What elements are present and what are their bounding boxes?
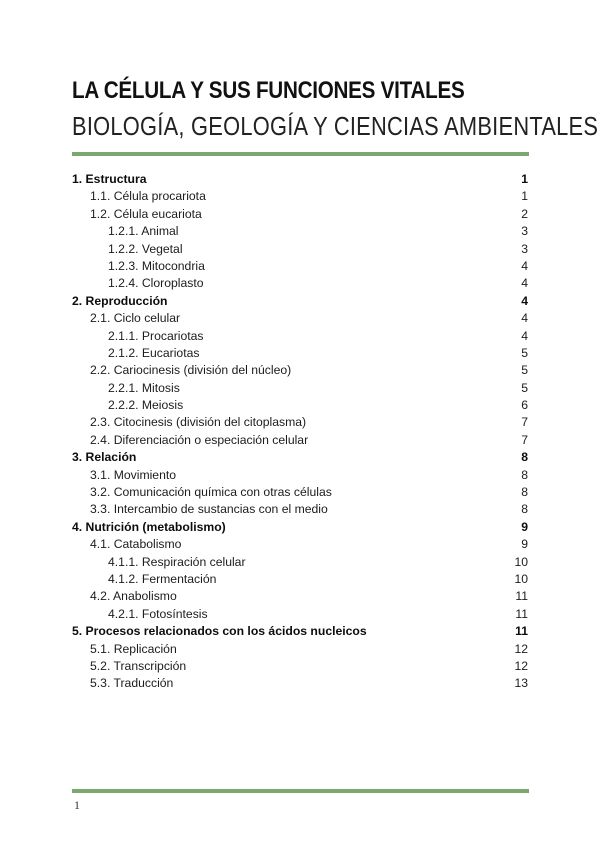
toc-entry-page: 12 [514,658,528,673]
toc-entry[interactable] [72,467,528,484]
toc-entry[interactable] [72,519,528,536]
toc-entry-page: 1 [521,189,528,204]
toc-entry-page: 11 [515,589,528,604]
toc-entry-title: 1.2.4. Cloroplasto [108,276,204,291]
toc-entry-page: 9 [521,537,528,552]
toc-entry-page: 5 [521,380,528,395]
toc-entry-title: 2.2. Cariocinesis (división del núcleo) [90,363,292,378]
toc-entry[interactable] [72,397,528,414]
toc-entry-title: 1.2.2. Vegetal [108,241,183,256]
toc-entry-title: 2.3. Citocinesis (división del citoplasma) [90,415,307,430]
toc-entry-page: 7 [521,432,528,447]
toc-entry-page: 9 [521,519,528,534]
toc-entry[interactable] [72,623,528,640]
toc-entry-title: 4.1. Catabolismo [90,537,182,552]
toc-entry[interactable] [72,536,528,553]
toc-entry[interactable] [72,241,528,258]
toc-entry[interactable] [72,380,528,397]
toc-entry[interactable] [72,432,528,449]
toc-entry[interactable] [72,501,528,518]
toc-entry[interactable] [72,310,528,327]
toc-entry-page: 5 [521,363,528,378]
toc-entry-page: 7 [521,415,528,430]
toc-entry-page: 6 [521,398,528,413]
toc-entry-page: 10 [514,571,528,586]
toc-entry-page: 4 [521,258,528,273]
toc-entry-page: 11 [515,606,528,621]
toc-entry-title: 4.2.1. Fotosíntesis [108,606,208,621]
toc-entry-title: 1.2.1. Animal [108,224,179,239]
toc-entry[interactable] [72,571,528,588]
document-subtitle: BIOLOGÍA, GEOLOGÍA Y CIENCIAS AMBIENTALES [72,111,599,141]
footer-divider [72,789,529,793]
toc-entry-title: 2.2.1. Mitosis [108,380,180,395]
toc-entry-page: 8 [521,485,528,500]
toc-entry-title: 2.2.2. Meiosis [108,398,184,413]
document-title: LA CÉLULA Y SUS FUNCIONES VITALES [72,77,465,104]
toc-entry-title: 1. Estructura [72,172,147,186]
toc-entry[interactable] [72,206,528,223]
toc-entry[interactable] [72,588,528,605]
toc-entry-title: 2.1.1. Procariotas [108,328,204,343]
toc-entry-title: 1.2. Célula eucariota [90,206,202,221]
toc-entry[interactable] [72,362,528,379]
toc-entry[interactable] [72,223,528,240]
toc-entry-title: 2.1.2. Eucariotas [108,345,200,360]
toc-entry[interactable] [72,606,528,623]
toc-entry-title: 3.3. Intercambio de sustancias con el medio [90,502,328,517]
toc-entry-page: 3 [521,241,528,256]
toc-entry[interactable] [72,449,528,466]
toc-entry[interactable] [72,658,528,675]
toc-entry-title: 4.1.1. Respiración celular [108,554,246,569]
toc-entry-page: 4 [521,328,528,343]
toc-entry-page: 3 [521,224,528,239]
toc-entry-page: 4 [521,311,528,326]
toc-entry[interactable] [72,328,528,345]
toc-entry-page: 8 [521,450,528,465]
toc-entry-title: 2.4. Diferenciación o especiación celular [90,432,309,447]
toc-entry-title: 3.2. Comunicación química con otras células [90,485,332,500]
toc-entry-title: 5. Procesos relacionados con los ácidos nucleicos [72,624,367,639]
toc-entry-title: 1.2.3. Mitocondria [108,258,205,273]
toc-entry[interactable] [72,554,528,571]
toc-entry-page: 4 [521,276,528,291]
toc-entry-title: 5.2. Transcripción [90,658,187,673]
toc-entry[interactable] [72,675,528,692]
toc-entry[interactable] [72,641,528,658]
toc-entry[interactable] [72,258,528,275]
table-of-contents [72,171,528,693]
toc-entry[interactable] [72,414,528,431]
toc-entry-page: 8 [521,502,528,517]
toc-entry-page: 10 [514,554,528,569]
toc-entry[interactable] [72,484,528,501]
toc-entry-title: 5.1. Replicación [90,641,177,656]
toc-entry-title: 2. Reproducción [72,293,168,308]
toc-entry-title: 4.2. Anabolismo [90,589,177,604]
toc-entry[interactable] [72,171,528,188]
toc-entry-title: 2.1. Ciclo celular [90,311,181,326]
toc-entry-title: 4. Nutrición (metabolismo) [72,519,226,534]
toc-entry-page: 13 [514,676,528,691]
page-number: 1 [74,798,80,812]
toc-entry-page: 1 [521,172,528,186]
toc-entry[interactable] [72,345,528,362]
document-header [72,74,599,144]
toc-entry-page: 5 [521,345,528,360]
toc-entry[interactable] [72,188,528,205]
toc-entry[interactable] [72,275,528,292]
toc-entry-title: 4.1.2. Fermentación [108,571,217,586]
toc-entry-title: 5.3. Traducción [90,676,174,691]
toc-entry-page: 11 [515,624,528,639]
toc-entry-page: 8 [521,467,528,482]
toc-entry[interactable] [72,293,528,310]
header-divider [72,152,529,156]
toc-entry-title: 1.1. Célula procariota [90,189,206,204]
toc-entry-title: 3.1. Movimiento [90,467,177,482]
toc-entry-page: 4 [521,293,528,308]
toc-entry-page: 2 [521,206,528,221]
toc-entry-page: 12 [514,641,528,656]
toc-entry-title: 3. Relación [72,450,137,465]
